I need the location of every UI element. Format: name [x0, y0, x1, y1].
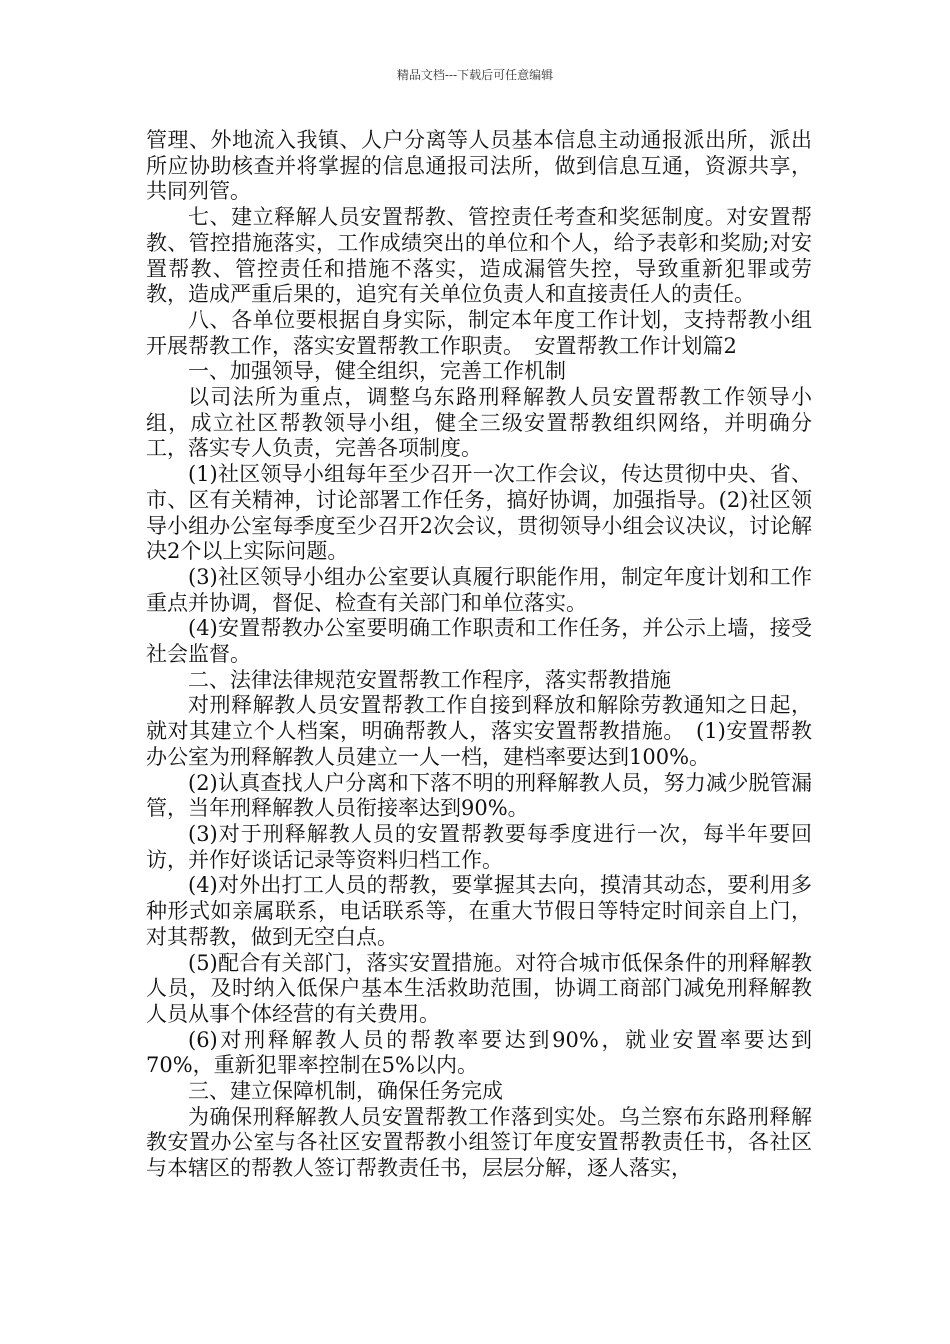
paragraph: 八、各单位要根据自身实际，制定本年度工作计划，支持帮教小组开展帮教工作，落实安置帮教工作职责。 安置帮教工作计划篇2	[146, 307, 812, 358]
paragraph: (4)安置帮教办公室要明确工作职责和工作任务，并公示上墙，接受社会监督。	[146, 616, 812, 667]
paragraph: 二、法律法律规范安置帮教工作程序，落实帮教措施	[188, 667, 671, 692]
paragraph: 对刑释解教人员安置帮教工作自接到释放和解除劳教通知之日起，就对其建立个人档案，明确帮教人，落实安置帮教措施。 (1)安置帮教办公室为刑释解教人员建立一人一档，建档率要达到100%。	[146, 693, 812, 769]
paragraph: (3)社区领导小组办公室要认真履行职能作用，制定年度计划和工作重点并协调，督促、检查有关部门和单位落实。	[146, 564, 812, 615]
document-body	[146, 128, 812, 1182]
paragraph: 为确保刑释解教人员安置帮教工作落到实处。乌兰察布东路刑释解教安置办公室与各社区安置帮教小组签订年度安置帮教责任书，各社区与本辖区的帮教人签订帮教责任书，层层分解，逐人落实，	[146, 1104, 812, 1181]
paragraph: 一、加强领导，健全组织，完善工作机制	[188, 359, 566, 384]
paragraph: (6)对刑释解教人员的帮教率要达到90%，就业安置率要达到70%，重新犯罪率控制在5%以内。	[146, 1027, 812, 1078]
paragraph: 以司法所为重点，调整乌东路刑释解教人员安置帮教工作领导小组，成立社区帮教领导小组，健全三级安置帮教组织网络，并明确分工，落实专人负责，完善各项制度。	[146, 385, 812, 461]
paragraph: (1)社区领导小组每年至少召开一次工作会议，传达贯彻中央、省、市、区有关精神，讨论部署工作任务，搞好协调，加强指导。(2)社区领导小组办公室每季度至少召开2次会议，贯彻领导小组会议决议，讨论解决2个以上实际问题。	[146, 462, 812, 564]
paragraph: (3)对于刑释解教人员的安置帮教要每季度进行一次，每半年要回访，并作好谈话记录等资料归档工作。	[146, 821, 812, 872]
paragraph: 七、建立释解人员安置帮教、管控责任考查和奖惩制度。对安置帮教、管控措施落实，工作成绩突出的单位和个人，给予表彰和奖励;对安置帮教、管控责任和措施不落实，造成漏管失控，导致重新犯罪或劳教，造成严重后果的，追究有关单位负责人和直接责任人的责任。	[146, 205, 812, 307]
paragraph: (5)配合有关部门，落实安置措施。对符合城市低保条件的刑释解教人员，及时纳入低保户基本生活救助范围，协调工商部门减免刑释解教人员从事个体经营的有关费用。	[146, 950, 812, 1026]
page-header: 精品文档---下载后可任意编辑	[396, 68, 554, 82]
paragraph: (4)对外出打工人员的帮教，要掌握其去向，摸清其动态，要利用多种形式如亲属联系，电话联系等，在重大节假日等特定时间亲自上门，对其帮教，做到无空白点。	[146, 873, 812, 949]
paragraph: (2)认真查找人户分离和下落不明的刑释解教人员，努力减少脱管漏管，当年刑释解教人员衔接率达到90%。	[146, 770, 812, 821]
paragraph: 三、建立保障机制，确保任务完成	[188, 1079, 503, 1104]
paragraph: 管理、外地流入我镇、人户分离等人员基本信息主动通报派出所，派出所应协助核查并将掌握的信息通报司法所，做到信息互通，资源共享，共同列管。	[146, 128, 812, 204]
